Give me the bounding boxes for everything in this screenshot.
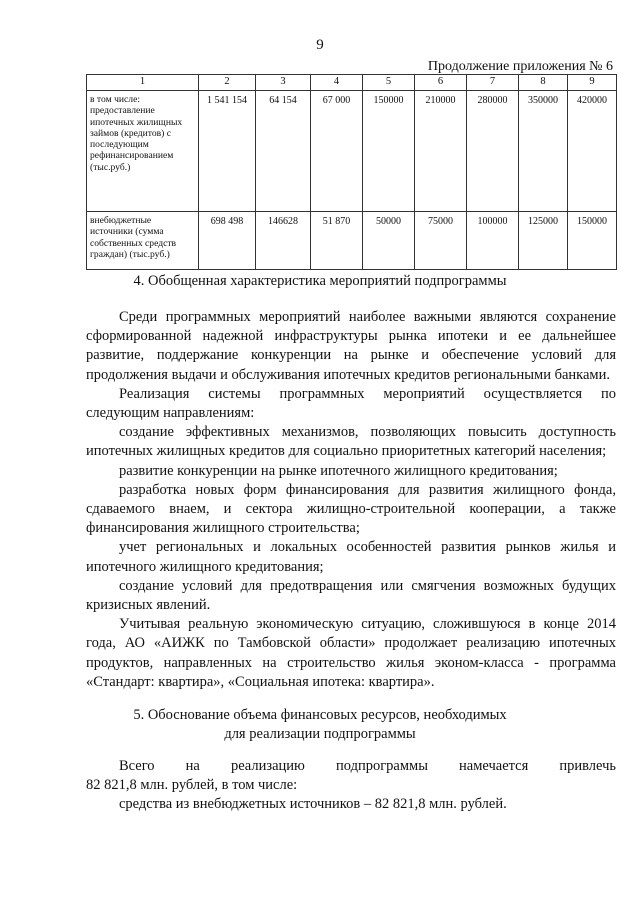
paragraph: Реализация системы программных мероприятий осуществляется по следующим направлениям: [86,385,616,422]
table-header-row [87,75,617,91]
section-5-title-line-2: для реализации подпрограммы [224,726,416,742]
table-cell: 150000 [363,91,415,212]
paragraph: средства из внебюджетных источников – 82 821,8 млн. рублей. [119,796,507,813]
row-label: внебюджетные источники (сумма собственных средств граждан) (тыс.руб.) [87,212,199,270]
table-row-mortgage-loans [87,91,617,212]
table-cell: 350000 [519,91,568,212]
table-header-cell: 9 [568,75,617,91]
table-cell: 64 154 [256,91,311,212]
paragraph: разработка новых форм финансирования для развития жилищного фонда, сдаваемого внаем, и сектора жилищно-строительной кооперации, а также финансирования жилищного строительства; [86,481,616,537]
table-cell: 698 498 [199,212,256,270]
table-cell: 280000 [467,91,519,212]
table-cell: 420000 [568,91,617,212]
table-header-cell: 5 [363,75,415,91]
paragraph: учет региональных и локальных особенностей развития рынков жилья и ипотечного жилищного кредитования; [86,539,616,575]
table-cell: 67 000 [311,91,363,212]
paragraph: развитие конкуренции на рынке ипотечного жилищного кредитования; [119,462,558,479]
paragraph-line: Всего на реализацию подпрограммы намечается привлечь [119,758,616,774]
table-header-cell: 4 [311,75,363,91]
table-header-cell: 1 [87,75,199,91]
table-cell: 50000 [363,212,415,270]
table-cell: 150000 [568,212,617,270]
section-4-title: 4. Обобщенная характеристика мероприятий подпрограммы [133,273,507,289]
table-row-extrabudgetary [87,212,617,270]
table-cell: 210000 [415,91,467,212]
appendix-continuation-note: Продолжение приложения № 6 [427,59,613,74]
table-header-cell: 8 [519,75,568,91]
table-header-cell: 7 [467,75,519,91]
paragraph-line: 82 821,8 млн. рублей, в том числе: [86,777,298,794]
table-cell: 146628 [256,212,311,270]
table-header-cell: 6 [415,75,467,91]
table-cell: 100000 [467,212,519,270]
table-header-cell: 3 [256,75,311,91]
section-4-body [86,308,616,692]
table-cell: 125000 [519,212,568,270]
row-label: в том числе: предоставление ипотечных жилищных займов (кредитов) с последующим рефинансированием (тыс.руб.) [87,91,199,212]
table-header-cell: 2 [199,75,256,91]
paragraph: создание условий для предотвращения или смягчения возможных будущих кризисных явлений. [86,577,616,614]
funding-table [86,74,617,270]
page-number: 9 [316,37,324,53]
section-5-title [0,706,640,744]
paragraph: создание эффективных механизмов, позволяющих повысить доступность ипотечных жилищных кредитов для социально приоритетных категорий населения; [86,424,616,460]
table-cell: 1 541 154 [199,91,256,212]
paragraph: Среди программных мероприятий наиболее важными являются сохранение сформированной надежной инфраструктуры рынка ипотеки и ее дальнейшее развитие, поддержание конкуренции на рынке и обеспечение условий для продолжения выдачи и обслуживания ипотечных кредитов региональными банками. [86,309,616,383]
table-cell: 51 870 [311,212,363,270]
section-5-body [86,757,616,815]
section-5-title-line-1: 5. Обоснование объема финансовых ресурсов, необходимых [133,707,507,723]
table-cell: 75000 [415,212,467,270]
paragraph: Учитывая реальную экономическую ситуацию, сложившуюся в конце 2014 года, АО «АИЖК по Тамбовской области» продолжает реализацию ипотечных продуктов, направленных на строительство жилья эконом-класса - программа «Стандарт: квартира», «Социальная ипотека: квартира». [86,616,616,690]
